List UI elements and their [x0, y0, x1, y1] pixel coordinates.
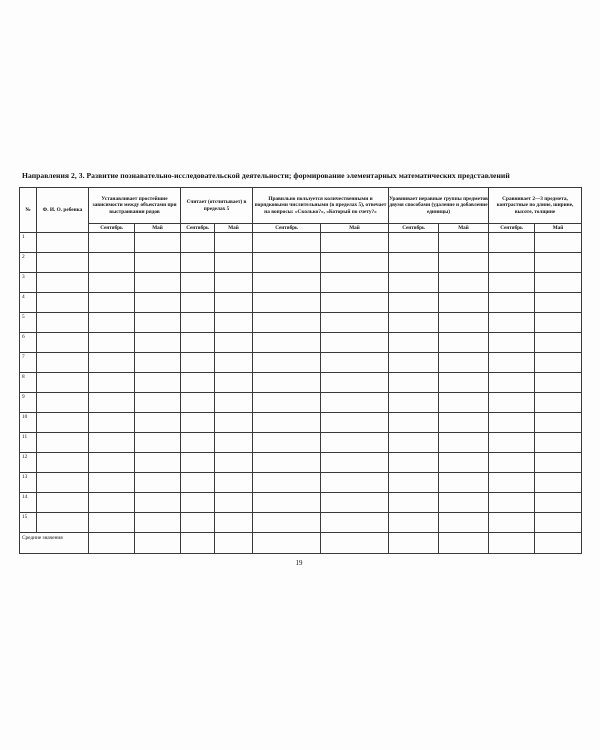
row-number: 3 — [20, 273, 37, 293]
table-cell — [181, 293, 215, 313]
table-cell — [37, 413, 89, 433]
table-cell — [535, 373, 582, 393]
table-cell — [253, 493, 321, 513]
period-may: Май — [535, 224, 582, 233]
table-cell — [535, 513, 582, 533]
table-cell — [37, 393, 89, 413]
table-cell — [253, 433, 321, 453]
row-number: 4 — [20, 293, 37, 313]
table-cell — [535, 473, 582, 493]
table-cell — [489, 513, 535, 533]
table-cell — [181, 353, 215, 373]
table-cell — [215, 333, 253, 353]
table-cell — [489, 253, 535, 273]
column-header-criterion-4: Уравнивает неравные группы предметов двумя способами (удаление и добавление единицы) — [389, 188, 489, 224]
period-september: Сентябрь — [89, 224, 135, 233]
table-cell — [37, 473, 89, 493]
table-cell — [181, 433, 215, 453]
table-cell — [181, 413, 215, 433]
table-cell — [535, 313, 582, 333]
table-cell — [215, 313, 253, 333]
period-september: Сентябрь — [489, 224, 535, 233]
table-cell — [489, 313, 535, 333]
table-cell — [389, 473, 439, 493]
table-cell — [535, 453, 582, 473]
table-cell — [89, 273, 135, 293]
table-row — [20, 433, 582, 453]
table-cell — [89, 333, 135, 353]
table-cell — [439, 493, 489, 513]
table-cell — [439, 453, 489, 473]
table-cell — [489, 353, 535, 373]
row-number: 14 — [20, 493, 37, 513]
table-cell — [389, 333, 439, 353]
table-cell — [439, 413, 489, 433]
table-cell — [535, 293, 582, 313]
row-number: 8 — [20, 373, 37, 393]
table-cell — [321, 513, 389, 533]
table-row — [20, 253, 582, 273]
table-cell — [439, 313, 489, 333]
row-number: 15 — [20, 513, 37, 533]
period-may: Май — [135, 224, 181, 233]
table-row — [20, 413, 582, 433]
table-cell — [389, 233, 439, 253]
table-cell — [535, 333, 582, 353]
assessment-table — [19, 187, 582, 554]
table-cell — [135, 513, 181, 533]
table-cell — [89, 393, 135, 413]
table-cell — [489, 273, 535, 293]
table-cell — [253, 333, 321, 353]
table-cell — [253, 453, 321, 473]
table-cell — [489, 533, 535, 554]
table-cell — [321, 233, 389, 253]
table-cell — [135, 273, 181, 293]
table-cell — [215, 253, 253, 273]
table-cell — [181, 313, 215, 333]
table-cell — [89, 353, 135, 373]
table-cell — [389, 433, 439, 453]
table-cell — [535, 493, 582, 513]
table-cell — [215, 413, 253, 433]
table-cell — [253, 413, 321, 433]
period-may: Май — [321, 224, 389, 233]
table-cell — [135, 373, 181, 393]
column-header-criterion-1: Устанавливает простейшие зависимости между объектами при выстраивании рядов — [89, 188, 181, 224]
table-cell — [181, 373, 215, 393]
table-cell — [389, 413, 439, 433]
table-row — [20, 373, 582, 393]
table-row — [20, 333, 582, 353]
table-row — [20, 233, 582, 253]
table-cell — [321, 393, 389, 413]
table-cell — [215, 513, 253, 533]
row-number: 7 — [20, 353, 37, 373]
table-cell — [439, 253, 489, 273]
table-cell — [135, 413, 181, 433]
table-cell — [215, 493, 253, 513]
table-cell — [489, 493, 535, 513]
table-cell — [389, 513, 439, 533]
table-cell — [439, 233, 489, 253]
table-cell — [535, 433, 582, 453]
table-row — [20, 313, 582, 333]
table-cell — [439, 533, 489, 554]
row-number: 1 — [20, 233, 37, 253]
table-cell — [215, 393, 253, 413]
table-cell — [181, 533, 215, 554]
table-cell — [321, 353, 389, 373]
table-cell — [89, 373, 135, 393]
table-cell — [253, 393, 321, 413]
row-number: 9 — [20, 393, 37, 413]
table-cell — [321, 373, 389, 393]
table-cell — [135, 493, 181, 513]
table-cell — [89, 293, 135, 313]
row-number: 6 — [20, 333, 37, 353]
table-cell — [37, 253, 89, 273]
table-cell — [135, 353, 181, 373]
table-cell — [181, 513, 215, 533]
table-cell — [89, 253, 135, 273]
table-cell — [489, 453, 535, 473]
table-cell — [215, 293, 253, 313]
table-cell — [535, 353, 582, 373]
table-cell — [135, 393, 181, 413]
table-cell — [37, 293, 89, 313]
table-cell — [321, 333, 389, 353]
table-cell — [535, 233, 582, 253]
period-september: Сентябрь — [181, 224, 215, 233]
table-cell — [535, 273, 582, 293]
column-header-criterion-5: Сравнивает 2—3 предмета, контрастные по длине, ширине, высоте, толщине — [489, 188, 582, 224]
table-cell — [253, 253, 321, 273]
table-cell — [89, 473, 135, 493]
period-september: Сентябрь — [253, 224, 321, 233]
table-cell — [215, 473, 253, 493]
row-number: 5 — [20, 313, 37, 333]
table-cell — [439, 513, 489, 533]
table-cell — [37, 313, 89, 333]
table-cell — [89, 513, 135, 533]
table-cell — [37, 333, 89, 353]
table-cell — [535, 533, 582, 554]
table-cell — [89, 233, 135, 253]
table-cell — [181, 393, 215, 413]
table-cell — [135, 253, 181, 273]
table-cell — [439, 433, 489, 453]
table-cell — [253, 473, 321, 493]
table-cell — [489, 413, 535, 433]
table-cell — [181, 473, 215, 493]
table-cell — [389, 253, 439, 273]
table-cell — [181, 333, 215, 353]
table-cell — [89, 413, 135, 433]
table-cell — [321, 533, 389, 554]
table-cell — [215, 373, 253, 393]
row-number: 12 — [20, 453, 37, 473]
table-cell — [321, 413, 389, 433]
table-cell — [89, 533, 135, 554]
table-cell — [215, 453, 253, 473]
table-cell — [135, 433, 181, 453]
table-cell — [135, 313, 181, 333]
table-cell — [253, 273, 321, 293]
table-cell — [215, 233, 253, 253]
table-cell — [181, 233, 215, 253]
table-row — [20, 273, 582, 293]
table-cell — [389, 273, 439, 293]
table-cell — [135, 333, 181, 353]
period-september: Сентябрь — [389, 224, 439, 233]
table-cell — [321, 453, 389, 473]
column-header-criterion-3: Правильно пользуется количественными и порядковыми числительными (в пределах 5), отвечает на вопросы: «Сколько?», «Который по счету?» — [253, 188, 389, 224]
table-cell — [389, 313, 439, 333]
table-cell — [439, 293, 489, 313]
table-cell — [439, 393, 489, 413]
column-header-child-name: Ф. И. О. ребенка — [37, 188, 89, 233]
table-cell — [253, 533, 321, 554]
row-number: 11 — [20, 433, 37, 453]
table-cell — [89, 493, 135, 513]
table-cell — [439, 353, 489, 373]
table-row — [20, 453, 582, 473]
table-cell — [321, 313, 389, 333]
table-cell — [535, 413, 582, 433]
page-number: 19 — [295, 559, 303, 567]
table-cell — [253, 513, 321, 533]
row-number: 13 — [20, 473, 37, 493]
table-cell — [439, 473, 489, 493]
table-row — [20, 473, 582, 493]
table-cell — [215, 353, 253, 373]
table-row — [20, 293, 582, 313]
table-cell — [215, 533, 253, 554]
table-cell — [489, 293, 535, 313]
table-cell — [37, 453, 89, 473]
table-cell — [321, 253, 389, 273]
table-cell — [389, 493, 439, 513]
table-cell — [489, 393, 535, 413]
column-header-number: № — [20, 188, 37, 233]
table-cell — [321, 273, 389, 293]
row-number: 2 — [20, 253, 37, 273]
table-cell — [135, 453, 181, 473]
table-cell — [37, 513, 89, 533]
table-cell — [135, 233, 181, 253]
table-cell — [37, 493, 89, 513]
table-cell — [253, 293, 321, 313]
table-cell — [37, 353, 89, 373]
averages-label: Средние значения — [20, 533, 89, 554]
table-cell — [439, 273, 489, 293]
table-cell — [37, 273, 89, 293]
table-cell — [181, 493, 215, 513]
table-cell — [321, 433, 389, 453]
period-may: Май — [439, 224, 489, 233]
table-cell — [389, 453, 439, 473]
table-row — [20, 353, 582, 373]
table-cell — [489, 373, 535, 393]
table-cell — [181, 273, 215, 293]
table-row — [20, 393, 582, 413]
table-cell — [321, 293, 389, 313]
table-cell — [135, 293, 181, 313]
table-cell — [439, 333, 489, 353]
table-cell — [37, 233, 89, 253]
averages-row — [20, 533, 582, 554]
table-cell — [37, 373, 89, 393]
table-cell — [389, 533, 439, 554]
table-cell — [215, 433, 253, 453]
table-cell — [489, 433, 535, 453]
table-cell — [389, 373, 439, 393]
row-number: 10 — [20, 413, 37, 433]
table-row — [20, 513, 582, 533]
table-cell — [253, 313, 321, 333]
table-cell — [181, 253, 215, 273]
table-cell — [135, 533, 181, 554]
table-cell — [489, 473, 535, 493]
table-cell — [89, 433, 135, 453]
table-cell — [321, 473, 389, 493]
section-heading: Направления 2, 3. Развитие познавательно-исследовательской деятельности; формирование элементарных математических представлений — [22, 171, 510, 180]
table-cell — [253, 373, 321, 393]
table-cell — [535, 253, 582, 273]
table-cell — [489, 233, 535, 253]
table-cell — [439, 373, 489, 393]
table-cell — [253, 233, 321, 253]
table-cell — [89, 453, 135, 473]
table-cell — [535, 393, 582, 413]
table-body — [20, 233, 582, 554]
table-cell — [37, 433, 89, 453]
table-cell — [181, 453, 215, 473]
table-cell — [215, 273, 253, 293]
table-cell — [489, 333, 535, 353]
table-cell — [321, 493, 389, 513]
column-header-criterion-2: Считает (отсчитывает) в пределах 5 — [181, 188, 253, 224]
period-may: Май — [215, 224, 253, 233]
table-row — [20, 493, 582, 513]
table-cell — [389, 393, 439, 413]
table-cell — [389, 353, 439, 373]
table-cell — [389, 293, 439, 313]
table-cell — [253, 353, 321, 373]
table-cell — [135, 473, 181, 493]
table-cell — [89, 313, 135, 333]
